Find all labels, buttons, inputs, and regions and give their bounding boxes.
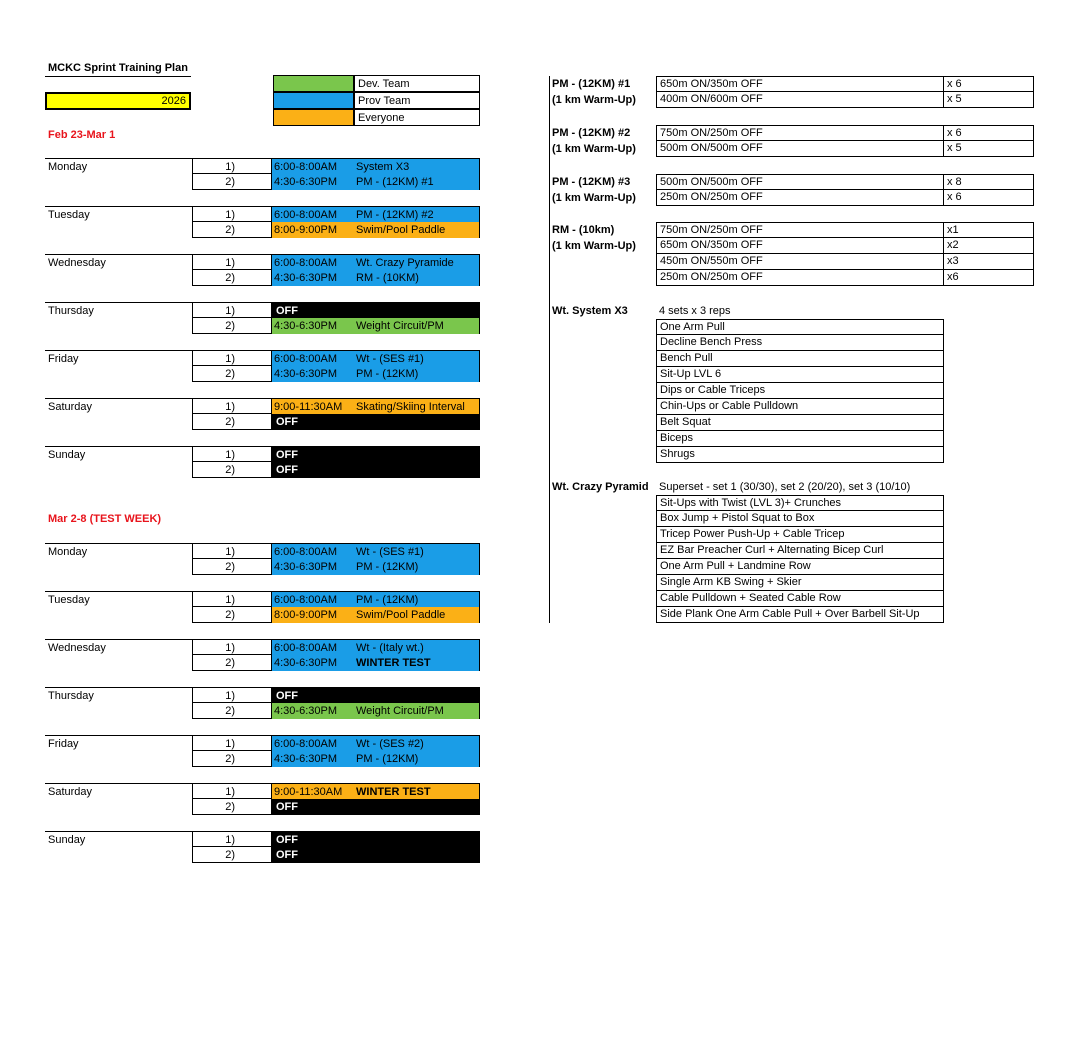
interval-set[interactable]: 650m ON/350m OFF [656,238,944,254]
session-time: OFF [276,801,298,813]
session-cell[interactable] [272,270,480,286]
session-cell[interactable] [272,222,480,238]
exercise-row[interactable]: Dips or Cable Triceps [656,383,944,399]
session-activity: PM - (12KM) #2 [356,209,434,221]
exercise-row[interactable]: Sit-Up LVL 6 [656,367,944,383]
interval-set[interactable]: 400m ON/600m OFF [656,92,944,108]
day-label: Monday [48,161,88,173]
system-x3-label: Wt. System X3 [552,305,628,317]
session-number: 2) [192,366,272,382]
day-label: Friday [48,353,79,365]
day-label: Sunday [48,834,86,846]
session-time: 8:00-9:00PM [274,224,337,236]
day-label: Tuesday [48,594,90,606]
day-label: Wednesday [48,642,106,654]
interval-reps[interactable]: x3 [943,254,1034,270]
day-label: Thursday [48,305,94,317]
interval-reps[interactable]: x1 [943,222,1034,238]
exercise-row[interactable]: Decline Bench Press [656,335,944,351]
session-time: 4:30-6:30PM [274,705,337,717]
session-cell[interactable] [272,318,480,334]
session-number: 1) [192,735,272,751]
session-number: 1) [192,687,272,703]
exercise-row[interactable]: Sit-Ups with Twist (LVL 3)+ Crunches [656,495,944,511]
workout-warmup: (1 km Warm-Up) [552,143,636,155]
exercise-row[interactable]: Bench Pull [656,351,944,367]
session-time: 6:00-8:00AM [274,209,337,221]
exercise-row[interactable]: Tricep Power Push-Up + Cable Tricep [656,527,944,543]
session-number: 2) [192,751,272,767]
session-number: 2) [192,222,272,238]
day-label: Tuesday [48,209,90,221]
exercise-row[interactable]: Shrugs [656,447,944,463]
session-activity: PM - (12KM) [356,561,419,573]
day-label: Wednesday [48,257,106,269]
exercise-row[interactable]: Biceps [656,431,944,447]
session-cell[interactable] [272,462,480,478]
session-number: 2) [192,655,272,671]
session-cell[interactable] [272,735,480,751]
session-activity: Weight Circuit/PM [356,320,444,332]
interval-set[interactable]: 450m ON/550m OFF [656,254,944,270]
session-number: 1) [192,398,272,414]
interval-set[interactable]: 750m ON/250m OFF [656,222,944,238]
session-number: 1) [192,446,272,462]
session-activity: Weight Circuit/PM [356,705,444,717]
session-activity: PM - (12KM) #1 [356,176,434,188]
session-cell[interactable] [272,366,480,382]
session-cell[interactable] [272,687,480,703]
legend-label: Everyone [354,109,480,126]
interval-reps[interactable]: x 6 [943,190,1034,206]
session-cell[interactable] [272,158,480,174]
session-cell[interactable] [272,446,480,462]
interval-reps[interactable]: x 6 [943,125,1034,141]
week-title: Feb 23-Mar 1 [48,129,116,141]
session-activity: RM - (10KM) [356,272,419,284]
session-time: 4:30-6:30PM [274,753,337,765]
session-number: 1) [192,350,272,366]
session-activity: Wt - (SES #1) [356,353,424,365]
workout-name: PM - (12KM) #1 [552,78,631,90]
legend-swatch [273,75,354,92]
system-x3-note: 4 sets x 3 reps [659,305,731,317]
session-time: 6:00-8:00AM [274,642,337,654]
session-activity: PM - (12KM) [356,594,419,606]
day-label: Monday [48,546,88,558]
interval-set[interactable]: 500m ON/500m OFF [656,174,944,190]
session-cell[interactable] [272,799,480,815]
session-time: 6:00-8:00AM [274,546,337,558]
session-cell[interactable] [272,254,480,270]
session-time: 9:00-11:30AM [274,401,343,413]
session-number: 2) [192,607,272,623]
session-number: 2) [192,414,272,430]
session-time: OFF [276,849,298,861]
interval-set[interactable]: 250m ON/250m OFF [656,190,944,206]
session-activity: PM - (12KM) [356,368,419,380]
session-number: 2) [192,318,272,334]
plan-title: MCKC Sprint Training Plan [48,62,188,74]
session-time: OFF [276,690,298,702]
session-number: 1) [192,158,272,174]
exercise-row[interactable]: Belt Squat [656,415,944,431]
session-cell[interactable] [272,607,480,623]
exercise-row[interactable]: Side Plank One Arm Cable Pull + Over Barbell Sit-Up [656,607,944,623]
workout-name: PM - (12KM) #3 [552,176,631,188]
session-cell[interactable] [272,831,480,847]
session-time: OFF [276,305,298,317]
interval-set[interactable]: 650m ON/350m OFF [656,76,944,92]
session-time: 6:00-8:00AM [274,353,337,365]
year-value: 2026 [161,95,186,107]
exercise-row[interactable]: One Arm Pull [656,319,944,335]
session-cell[interactable] [272,559,480,575]
session-activity: Skating/Skiing Interval [356,401,465,413]
session-cell[interactable] [272,591,480,607]
day-label: Thursday [48,690,94,702]
interval-reps[interactable]: x 5 [943,92,1034,108]
session-time: 6:00-8:00AM [274,594,337,606]
session-cell[interactable] [272,302,480,318]
session-number: 1) [192,254,272,270]
session-activity: Wt. Crazy Pyramide [356,257,454,269]
interval-reps[interactable]: x 6 [943,76,1034,92]
workout-warmup: (1 km Warm-Up) [552,240,636,252]
session-activity: System X3 [356,161,410,173]
workout-name: RM - (10km) [552,224,615,236]
session-cell[interactable] [272,655,480,671]
session-activity: Wt - (SES #2) [356,738,424,750]
session-number: 2) [192,799,272,815]
session-activity: WINTER TEST [356,657,431,669]
session-number: 2) [192,703,272,719]
interval-set[interactable]: 500m ON/500m OFF [656,141,944,157]
section-divider [549,76,550,623]
workout-warmup: (1 km Warm-Up) [552,94,636,106]
day-label: Saturday [48,786,93,798]
session-activity: WINTER TEST [356,786,431,798]
session-activity: Swim/Pool Paddle [356,224,446,236]
session-number: 1) [192,206,272,222]
session-number: 1) [192,783,272,799]
session-number: 1) [192,639,272,655]
exercise-row[interactable]: Single Arm KB Swing + Skier [656,575,944,591]
exercise-row[interactable]: Box Jump + Pistol Squat to Box [656,511,944,527]
session-activity: Wt - (SES #1) [356,546,424,558]
session-number: 2) [192,174,272,190]
exercise-row[interactable]: Cable Pulldown + Seated Cable Row [656,591,944,607]
legend-swatch [273,92,354,109]
session-cell[interactable] [272,639,480,655]
session-number: 2) [192,462,272,478]
session-time: 4:30-6:30PM [274,320,337,332]
session-cell[interactable] [272,783,480,799]
session-time: 6:00-8:00AM [274,257,337,269]
session-activity: PM - (12KM) [356,753,419,765]
exercise-row[interactable]: Chin-Ups or Cable Pulldown [656,399,944,415]
workout-name: PM - (12KM) #2 [552,127,631,139]
legend-label: Dev. Team [354,75,480,92]
interval-reps[interactable]: x 5 [943,141,1034,157]
session-time: 4:30-6:30PM [274,272,337,284]
session-cell[interactable] [272,543,480,559]
session-cell[interactable] [272,414,480,430]
session-time: OFF [276,834,298,846]
day-label: Sunday [48,449,86,461]
session-time: 4:30-6:30PM [274,176,337,188]
session-number: 2) [192,847,272,863]
session-cell[interactable] [272,174,480,190]
session-cell[interactable] [272,751,480,767]
session-time: 6:00-8:00AM [274,161,337,173]
session-cell[interactable] [272,847,480,863]
day-label: Friday [48,738,79,750]
interval-reps[interactable]: x2 [943,238,1034,254]
session-number: 1) [192,831,272,847]
session-number: 1) [192,302,272,318]
session-cell[interactable] [272,398,480,414]
session-time: OFF [276,416,298,428]
session-number: 1) [192,543,272,559]
legend-swatch [273,109,354,126]
week-title: Mar 2-8 (TEST WEEK) [48,513,162,525]
session-activity: Wt - (Italy wt.) [356,642,424,654]
session-time: 6:00-8:00AM [274,738,337,750]
session-time: OFF [276,464,298,476]
crazy-pyramid-label: Wt. Crazy Pyramid [552,481,649,493]
session-time: 9:00-11:30AM [274,786,343,798]
day-label: Saturday [48,401,93,413]
interval-set[interactable]: 250m ON/250m OFF [656,270,944,286]
crazy-pyramid-note: Superset - set 1 (30/30), set 2 (20/20), set 3 (10/10) [659,481,911,493]
session-cell[interactable] [272,206,480,222]
session-number: 2) [192,270,272,286]
session-time: 4:30-6:30PM [274,657,337,669]
session-number: 1) [192,591,272,607]
exercise-row[interactable]: One Arm Pull + Landmine Row [656,559,944,575]
session-cell[interactable] [272,350,480,366]
interval-set[interactable]: 750m ON/250m OFF [656,125,944,141]
session-number: 2) [192,559,272,575]
workout-warmup: (1 km Warm-Up) [552,192,636,204]
year-cell[interactable] [45,92,191,110]
session-cell[interactable] [272,703,480,719]
interval-reps[interactable]: x6 [943,270,1034,286]
session-time: 4:30-6:30PM [274,368,337,380]
session-activity: Swim/Pool Paddle [356,609,446,621]
session-time: 8:00-9:00PM [274,609,337,621]
session-time: OFF [276,449,298,461]
legend-label: Prov Team [354,92,480,109]
session-time: 4:30-6:30PM [274,561,337,573]
exercise-row[interactable]: EZ Bar Preacher Curl + Alternating Bicep Curl [656,543,944,559]
interval-reps[interactable]: x 8 [943,174,1034,190]
